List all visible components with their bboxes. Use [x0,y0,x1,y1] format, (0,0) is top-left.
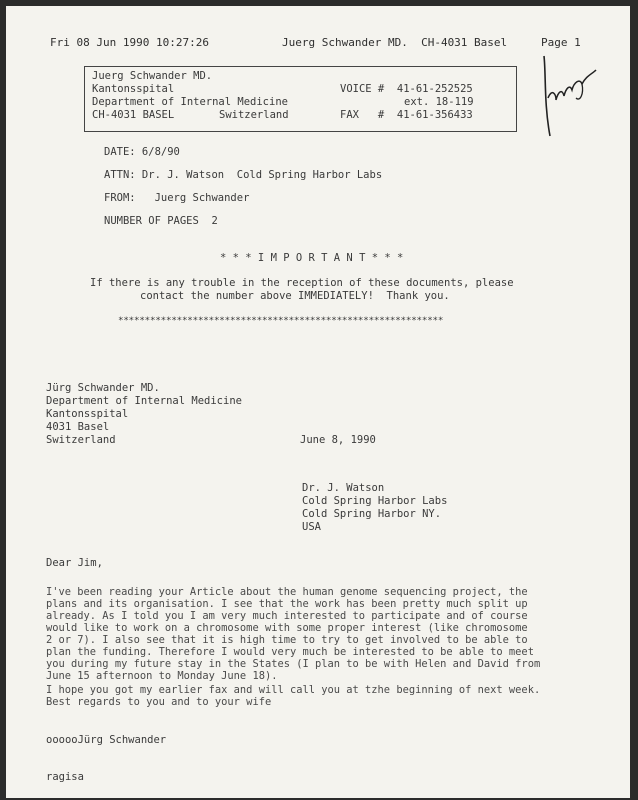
letterhead-voice: VOICE # 41-61-252525 [340,83,473,95]
sender-hospital: Kantonsspital [46,408,129,420]
important-banner: * * * I M P O R T A N T * * * [220,252,404,264]
body-line: plan the funding. Therefore I would very much be interested to be able to meet [46,646,534,658]
body-line: 2 or 7). I also see that it is high time to try to get involved to be able to [46,634,528,646]
recipient-city: Cold Spring Harbor NY. [302,508,442,520]
asterisk-divider: ************************************************************* [118,315,444,326]
sender-department: Department of Internal Medicine [46,395,242,407]
body-line: I hope you got my earlier fax and will call you at tzhe beginning of next week. [46,684,541,696]
letterhead-name: Juerg Schwander MD. [92,70,213,82]
letterhead-country: Switzerland [219,109,289,121]
typist-initials: ragisa [46,771,84,783]
body-line: plans and its organisation. I see that the work has been pretty much split up [46,598,528,610]
recipient-name: Dr. J. Watson [302,482,385,494]
sender-city: 4031 Basel [46,421,110,433]
letterhead-ext: ext. 18-119 [404,96,474,108]
letter-date: June 8, 1990 [300,434,376,446]
body-line: you during my future stay in the States (I plan to be with Helen and David from [46,658,541,670]
fax-sender-line: Juerg Schwander MD. CH-4031 Basel [282,36,508,49]
recipient-country: USA [302,521,321,533]
sender-name: Jürg Schwander MD. [46,382,160,394]
cover-from: FROM: Juerg Schwander [104,192,250,204]
reception-notice-line1: If there is any trouble in the reception of these documents, please [90,277,514,289]
body-line: Best regards to you and to your wife [46,696,272,708]
salutation: Dear Jim, [46,557,103,569]
body-line: would like to work on a chromosome with some proper interest (like chromosome [46,622,528,634]
recipient-org: Cold Spring Harbor Labs [302,495,448,507]
cover-pages: NUMBER OF PAGES 2 [104,215,218,227]
fax-timestamp: Fri 08 Jun 1990 10:27:26 [50,36,209,49]
cover-date: DATE: 6/8/90 [104,146,180,158]
cover-attn: ATTN: Dr. J. Watson Cold Spring Harbor Labs [104,169,383,181]
letterhead-city: CH-4031 BASEL [92,109,175,121]
letterhead-department: Department of Internal Medicine [92,96,288,108]
letterhead-fax: FAX # 41-61-356433 [340,109,473,121]
handwritten-initials [538,54,602,140]
body-line: June 15 afternoon to Monday June 18). [46,670,278,682]
fax-page [6,6,630,798]
body-line: already. As I told you I am very much interested to participate and of course [46,610,528,622]
page-number: Page 1 [541,36,581,49]
closing-signature: oooooJürg Schwander [46,734,167,746]
letterhead-hospital: Kantonsspital [92,83,175,95]
reception-notice-line2: contact the number above IMMEDIATELY! Thank you. [140,290,450,302]
body-line: I've been reading your Article about the human genome sequencing project, the [46,586,528,598]
sender-country: Switzerland [46,434,116,446]
